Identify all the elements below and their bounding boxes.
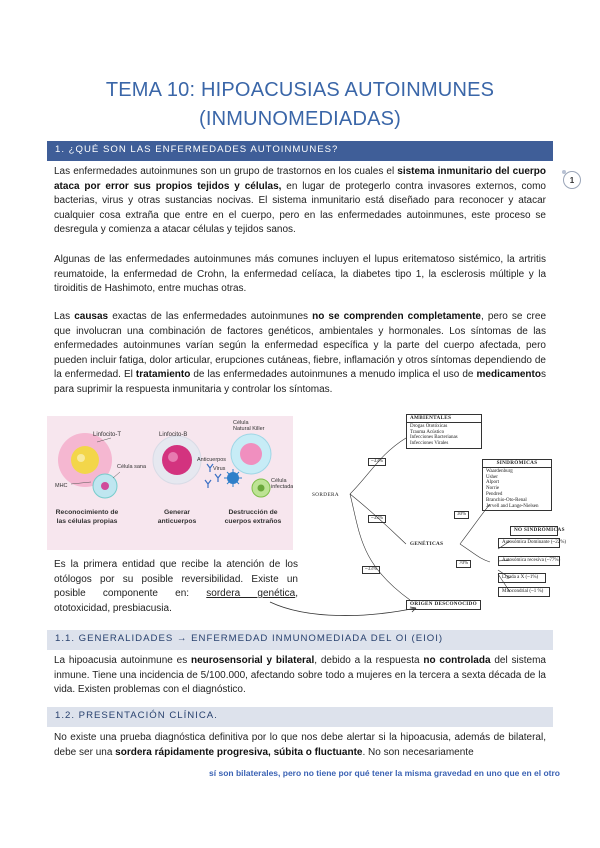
section-heading-1-2: 1.2. PRESENTACIÓN CLÍNICA. — [47, 707, 553, 727]
p1-text-a: Las enfermedades autoinmunes son un grupo de trastornos en los cuales el — [54, 166, 398, 177]
section-heading-1: 1. ¿QUÉ SON LAS ENFERMEDADES AUTOINMUNES? — [47, 141, 553, 161]
sindromicas-item: Norrie — [486, 486, 500, 492]
page-title — [0, 76, 600, 134]
caption-generar: Generar anticuerpos — [157, 509, 197, 525]
sindromicas-item: Pendred — [486, 491, 503, 497]
p1-text-c: en lugar de protegerlo contra invasores externos, como bacterias, virus y otras sustancias nocivas. El sistema inmunitario está diseñado para reconocer y atacar cualquier cosa extraña que entre en el cuerpo, pero en las enfermedades autoinmunes, este proceso se desregula y comienza a atacar células y tejidos sanos. — [54, 180, 546, 236]
p4-c: , debido a la respuesta — [314, 655, 424, 666]
tree-nosind-item-3: Ligada a X (~1%) — [498, 573, 546, 583]
label-linfocito-t: Linfocito-T — [93, 432, 122, 438]
tree-root-sordera: SORDERA — [312, 492, 340, 498]
healthy-cell-core — [101, 482, 109, 490]
ambientales-head: AMBIENTALES — [407, 416, 481, 423]
tree-pct-geneticas: ~33% — [368, 515, 386, 523]
paragraph-presentacion — [54, 731, 546, 760]
tree-geneticas: GENÉTICAS — [410, 541, 444, 547]
label-infectada: Célula infectada — [271, 478, 293, 490]
label-virus: Virus — [213, 466, 226, 472]
ambientales-item: Trauma Acústico — [410, 429, 445, 435]
handwritten-note: sí son bilaterales, pero no tiene por qué tener la misma gravedad en uno que en el otro — [209, 768, 560, 778]
label-celula-sana: Célula sana — [117, 464, 147, 470]
tree-box-ambientales — [406, 414, 482, 449]
p1-bold: sistema inmunitario del cuerpo ataca por error sus propios tejidos y células, — [54, 166, 546, 192]
annotation-arrow — [268, 594, 428, 624]
ambientales-item: Drogas Ototóxicas — [410, 423, 448, 429]
p5-a: No existe una prueba diagnóstica definitiva por lo que nos debe alertar si la hipoacusia, además de bilateral, debe ser una — [54, 732, 546, 758]
note-text-a: Es la primera entidad que recibe la atención de los otólogos por su posible reversibilidad. Existe un posible componente en: — [54, 559, 298, 600]
paragraph-definition — [54, 165, 546, 238]
section-heading-1-1: 1.1. GENERALIDADES → ENFERMEDAD INMUNOMEDIADA DEL OI (EIOI) — [47, 630, 553, 650]
tree-nosind-item-2: Autosómica recesiva (~77%) — [498, 556, 560, 566]
p3-bold-tratamiento: tratamiento — [135, 369, 191, 381]
comment-badge[interactable]: 1 — [563, 171, 581, 189]
p3-bold-causas: causas — [74, 311, 109, 322]
tree-pct-ambientales: ~33% — [368, 458, 386, 466]
leader-line — [113, 472, 120, 478]
sindromicas-item: Waardenburg — [486, 468, 513, 474]
caption-reconocimiento: Reconocimiento de las células propias — [55, 509, 119, 525]
note-underlined: sordera genética — [206, 588, 296, 600]
ambientales-item: Infecciones Bacterianas — [410, 435, 458, 441]
p4-bold-neurosensorial: neurosensorial y bilateral — [191, 655, 315, 666]
p4-bold-no-controlada: no controlada — [423, 655, 491, 666]
note-primera-entidad — [54, 558, 298, 616]
tree-pct-sindromicas: 30% — [454, 511, 469, 519]
page-title-line1: TEMA 10: HIPOACUSIAS AUTOINMUNES — [105, 79, 495, 101]
t-cell-highlight — [77, 454, 85, 462]
p5-c: . No son necesariamente — [362, 746, 474, 758]
infected-cell-core — [258, 485, 265, 492]
tree-nosindromicas-head: NO SINDRÓMICAS — [510, 526, 558, 536]
p3-c: exactas de las enfermedades autoinmunes — [108, 311, 313, 322]
paragraph-examples: Algunas de las enfermedades autoinmunes más comunes incluyen el lupus eritematoso sistémico, la artritis reumatoide, la enfermedad de Crohn, la enfermedad celíaca, la diabetes tipo 1, la esclerosis múltiple y la tiroiditis de Hashimoto, entre muchas otras. — [54, 254, 546, 295]
p3-i: s para suprimir la respuesta inmunitaria y controlar los síntomas. — [54, 369, 546, 395]
sindromicas-item: Alport — [486, 480, 500, 486]
label-nk: Célula Natural Killer — [233, 420, 265, 432]
p3-bold-medicamento: medicamento — [476, 369, 541, 381]
virus-spikes — [224, 469, 242, 487]
b-cell-highlight — [168, 452, 178, 462]
p3-e: , pero se cree que involucran una combinación de factores genéticos, ambientales y hormonales. Los síntomas de las enfermedades autoinmunes varían según la enfermedad específica y la parte del cuerpo afectada, pero pueden incluir fatiga, dolor articular, erupciones cutáneas, fiebre, inflamación y otros síntomas dependiendo de la enfermedad. El — [54, 311, 547, 381]
p5-bold-sordera: sordera rápidamente progresiva, súbita o fluctuante — [115, 746, 363, 758]
tree-desconocido: ORIGEN DESCONOCIDO — [406, 600, 481, 610]
immune-cells-illustration — [47, 416, 293, 550]
p3-g: de las enfermedades autoinmunes a menudo implica el uso de — [190, 369, 477, 381]
label-anticuerpos: Anticuerpos — [197, 457, 227, 463]
sindromicas-item: Branchio-Oto-Renal — [486, 497, 527, 503]
p3-bold-no-comprenden: no se comprenden completamente — [312, 311, 481, 322]
t-cell-nucleus — [71, 446, 99, 474]
tree-nosind-item-1: Autosómica Dominante (~22%) — [498, 538, 560, 548]
label-linfocito-b: Linfocito-B — [159, 432, 188, 438]
nk-cell-nucleus — [240, 443, 262, 465]
tree-pct-nosindromicas: 70% — [456, 560, 471, 568]
tree-pct-desconocido: ~33% — [362, 566, 380, 574]
sindromicas-head: SINDRÓMICAS — [483, 461, 551, 468]
page-title-line2: (INMUNOMEDIADAS) — [198, 108, 402, 130]
paragraph-causes — [54, 310, 546, 398]
p3-a: Las — [54, 311, 75, 322]
ambientales-item: Infecciones Virales — [410, 441, 449, 447]
label-mhc: MHC — [55, 483, 68, 489]
tree-nosind-item-4: Mitocondrial (~1 %) — [498, 587, 550, 597]
sindromicas-item: Usher — [486, 474, 498, 480]
p4-e: del sistema inmune. Tiene una incidencia de 5/100.000, afectando sobre todo a mujeres en la tercera a sexta década de la vida. Existen problemas con el diagnóstico. — [54, 655, 546, 696]
note-text-c: , ototoxicidad, presbiacusia. — [54, 588, 298, 614]
caption-destruccion: Destrucción de cuerpos extraños — [224, 509, 282, 525]
tree-box-sindromicas — [482, 459, 552, 511]
sindromicas-item: Jervell and Lange-Nielsen — [486, 503, 539, 509]
sordera-classification-diagram — [310, 414, 567, 614]
p4-a: La hipoacusia autoinmune es — [54, 655, 192, 666]
paragraph-generalidades — [54, 654, 546, 698]
